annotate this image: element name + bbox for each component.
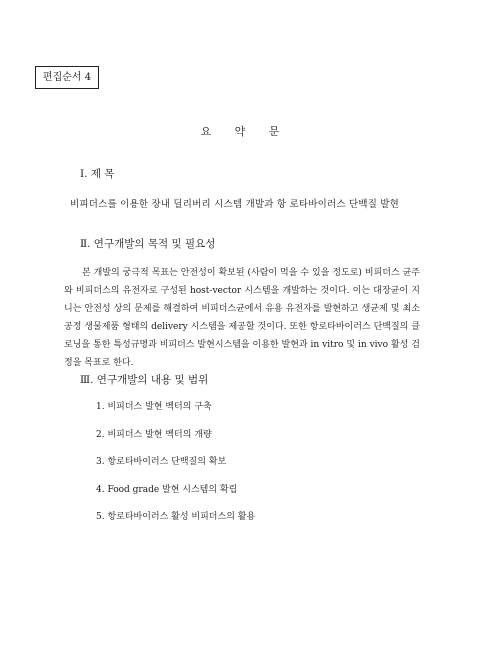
section-heading-purpose: Ⅱ. 연구개발의 목적 및 필요성 — [80, 238, 216, 250]
scope-item: 2. 비피더스 발현 벡터의 개량 — [96, 429, 212, 440]
edit-order-stamp — [35, 66, 99, 89]
document-title: 요 약 문 — [200, 125, 290, 138]
project-title: 비피더스를 이용한 장내 딜리버리 시스템 개발과 항 로타바이러스 단백질 발현 — [70, 199, 400, 210]
scope-list — [96, 400, 255, 538]
scope-item: 3. 항로타바이러스 단백질의 확보 — [96, 457, 227, 468]
scope-item: 4. Food grade 발현 시스템의 확립 — [96, 484, 238, 495]
section-heading-title: Ⅰ. 제 목 — [80, 168, 115, 180]
scope-item: 1. 비피더스 발현 벡터의 구축 — [96, 402, 212, 412]
edit-order-label: 편집순서 4 — [42, 72, 92, 83]
section-heading-scope: Ⅲ. 연구개발의 내용 및 범위 — [80, 374, 209, 386]
scope-item: 5. 항로타바이러스 활성 비피더스의 활용 — [96, 512, 256, 523]
purpose-paragraph: 본 개발의 궁극적 목표는 안전성이 확보된 (사람이 먹을 수 있을 정도로) 비피더스 균주와 비피더스의 유전자로 구성된 host-vector 시스템을 개발하는 것이다. 이는 대장균이 지니는 안전성 상의 문제를 해결하여 비피더스균에서 유용 유전자를 발현하고 생균제 및 최소공정 생물제품 형태의 delivery 시스템을 제공할 것이다. 또한 항로타바이러스 단백질의 클로닝을 통한 특성규명과 비피더스 발현시스템을 이용한 발현과 in vitro 및 in vivo 활성 검정을 목표로 한다. — [64, 268, 420, 368]
